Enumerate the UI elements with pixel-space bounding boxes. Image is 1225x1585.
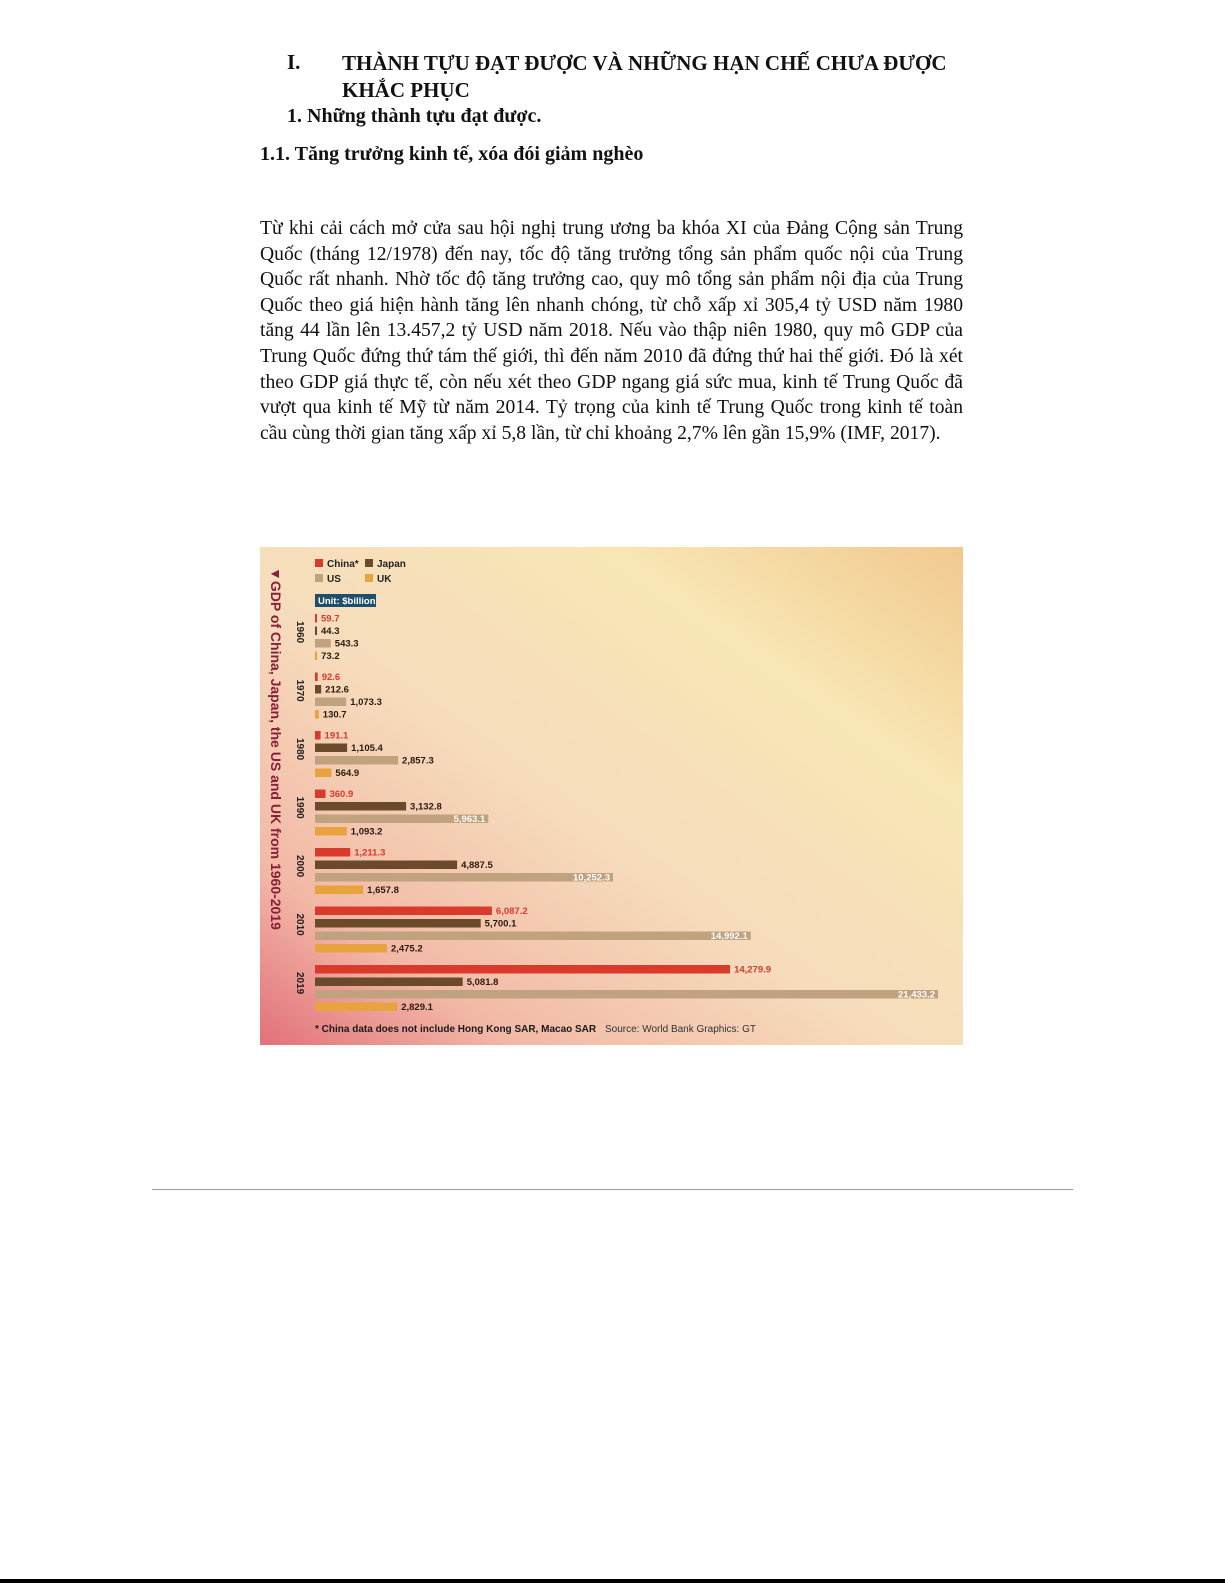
- bar-label-uk-1960: 73.2: [321, 651, 340, 662]
- bar-label-china-1980: 191.1: [324, 730, 349, 742]
- bar-china-1990: [315, 790, 326, 799]
- bar-label-japan-1990: 3,132.8: [410, 801, 442, 813]
- legend-swatch-china: [315, 559, 323, 567]
- bar-japan-1990: [315, 802, 406, 811]
- bar-china-1960: [315, 614, 317, 623]
- footer-divider: [152, 1189, 1073, 1190]
- page-bottom-border: [0, 1579, 1225, 1583]
- legend-swatch-uk: [365, 574, 373, 582]
- bar-us-1960: [315, 639, 331, 648]
- chart-footnote: * China data does not include Hong Kong SAR, Macao SAR: [315, 1024, 597, 1035]
- bar-china-1970: [315, 673, 318, 682]
- bar-label-us-1960: 543.3: [334, 638, 359, 650]
- bar-china-2010: [315, 907, 492, 916]
- year-label-2000: 2000: [294, 855, 305, 878]
- year-label-1990: 1990: [294, 796, 305, 819]
- gdp-chart-svg: [260, 547, 963, 1045]
- bar-japan-1970: [315, 685, 321, 694]
- bar-label-china-2010: 6,087.2: [495, 906, 528, 917]
- bar-label-china-2019: 14,279.9: [734, 964, 772, 976]
- bar-china-1980: [315, 731, 321, 740]
- bar-japan-2019: [315, 978, 463, 987]
- year-label-1970: 1970: [294, 679, 305, 702]
- bar-label-japan-1970: 212.6: [325, 684, 349, 696]
- bar-label-uk-1970: 130.7: [322, 709, 347, 721]
- bar-us-2019: [315, 990, 938, 999]
- bar-us-2010: [315, 932, 751, 941]
- bar-uk-1990: [315, 827, 347, 836]
- bar-china-2000: [315, 848, 350, 857]
- bar-uk-1980: [315, 769, 331, 778]
- bar-japan-2000: [315, 861, 457, 870]
- bar-label-japan-2019: 5,081.8: [466, 977, 499, 988]
- bar-japan-1960: [315, 627, 317, 636]
- bar-label-us-1980: 2,857.3: [402, 755, 434, 767]
- bar-uk-1970: [315, 710, 319, 719]
- bar-label-uk-2000: 1,657.8: [367, 885, 399, 896]
- bar-label-us-1970: 1,073.3: [350, 697, 382, 708]
- unit-badge: Unit: $billion: [318, 596, 376, 607]
- subsection-title: 1. Những thành tựu đạt được.: [287, 105, 542, 127]
- legend-label-uk: UK: [377, 574, 392, 585]
- bar-uk-2010: [315, 944, 387, 953]
- bar-label-us-2000: 10,252.3: [573, 872, 611, 884]
- bar-label-us-2019: 21,433.2: [898, 989, 935, 1001]
- section-number: I.: [287, 50, 301, 74]
- legend-label-japan: Japan: [377, 559, 406, 570]
- bar-label-china-1960: 59.7: [321, 613, 340, 625]
- bar-us-1980: [315, 756, 398, 765]
- legend-label-us: US: [327, 574, 341, 585]
- body-paragraph: Từ khi cải cách mở cửa sau hội nghị trung ương ba khóa XI của Đảng Cộng sản Trung Quốc (tháng 12/1978) đến nay, tốc độ tăng trưởng tổng sản phẩm quốc nội của Trung Quốc rất nhanh. Nhờ tốc độ tăng trưởng cao, quy mô tổng sản phẩm nội địa của Trung Quốc theo giá hiện hành tăng lên nhanh chóng, từ chỗ xấp xỉ 305,4 tỷ USD năm 1980 tăng 44 lần lên 13.457,2 tỷ USD năm 2018. Nếu vào thập niên 1980, quy mô GDP của Trung Quốc đứng thứ tám thế giới, thì đến năm 2010 đã đứng thứ hai thế giới. Đó là xét theo GDP giá thực tế, còn nếu xét theo GDP ngang giá sức mua, kinh tế Trung Quốc đã vượt qua kinh tế Mỹ từ năm 2014. Tỷ trọng của kinh tế Trung Quốc trong kinh tế toàn cầu cùng thời gian tăng xấp xỉ 5,8 lần, từ chỉ khoảng 2,7% lên gần 15,9% (IMF, 2017).: [260, 218, 963, 444]
- year-label-2010: 2010: [294, 913, 305, 936]
- legend-label-china: China*: [327, 559, 359, 570]
- bar-china-2019: [315, 965, 730, 974]
- legend-swatch-us: [315, 574, 323, 582]
- bar-japan-2010: [315, 919, 481, 928]
- bar-label-uk-1980: 564.9: [335, 768, 360, 779]
- bar-label-china-1990: 360.9: [329, 789, 354, 800]
- bar-label-japan-2000: 4,887.5: [461, 860, 493, 871]
- bar-uk-2000: [315, 886, 363, 895]
- bar-label-us-2010: 14,992.1: [710, 931, 748, 942]
- bar-label-japan-1960: 44.3: [321, 626, 340, 637]
- bar-label-china-1970: 92.6: [321, 672, 341, 683]
- bar-label-japan-1980: 1,105.4: [351, 743, 383, 754]
- bar-us-2000: [315, 873, 613, 882]
- subsubsection-title: 1.1. Tăng trưởng kinh tế, xóa đói giảm nghèo: [260, 143, 644, 165]
- bar-label-us-1990: 5,963.1: [453, 814, 486, 825]
- bar-label-japan-2010: 5,700.1: [484, 918, 517, 930]
- bar-us-1970: [315, 698, 346, 707]
- year-label-2019: 2019: [294, 972, 305, 995]
- year-label-1980: 1980: [294, 738, 305, 761]
- section-title: THÀNH TỰU ĐẠT ĐƯỢC VÀ NHỮNG HẠN CHẾ CHƯA ĐƯỢC KHẮC PHỤC: [342, 51, 947, 102]
- gdp-chart: [260, 547, 963, 1045]
- bar-label-uk-2019: 2,829.1: [401, 1002, 433, 1013]
- legend-swatch-japan: [365, 559, 373, 567]
- bar-label-uk-2010: 2,475.2: [390, 943, 423, 955]
- bar-label-china-2000: 1,211.3: [354, 847, 386, 859]
- bar-japan-1980: [315, 744, 347, 753]
- bar-uk-1960: [315, 652, 317, 661]
- year-label-1960: 1960: [294, 621, 305, 644]
- bar-uk-2019: [315, 1003, 397, 1012]
- chart-source: Source: World Bank Graphics: GT: [605, 1024, 756, 1035]
- chart-title: ▼GDP of China, Japan, the US and UK from 1960-2019: [268, 567, 284, 930]
- bar-label-uk-1990: 1,093.2: [350, 826, 383, 838]
